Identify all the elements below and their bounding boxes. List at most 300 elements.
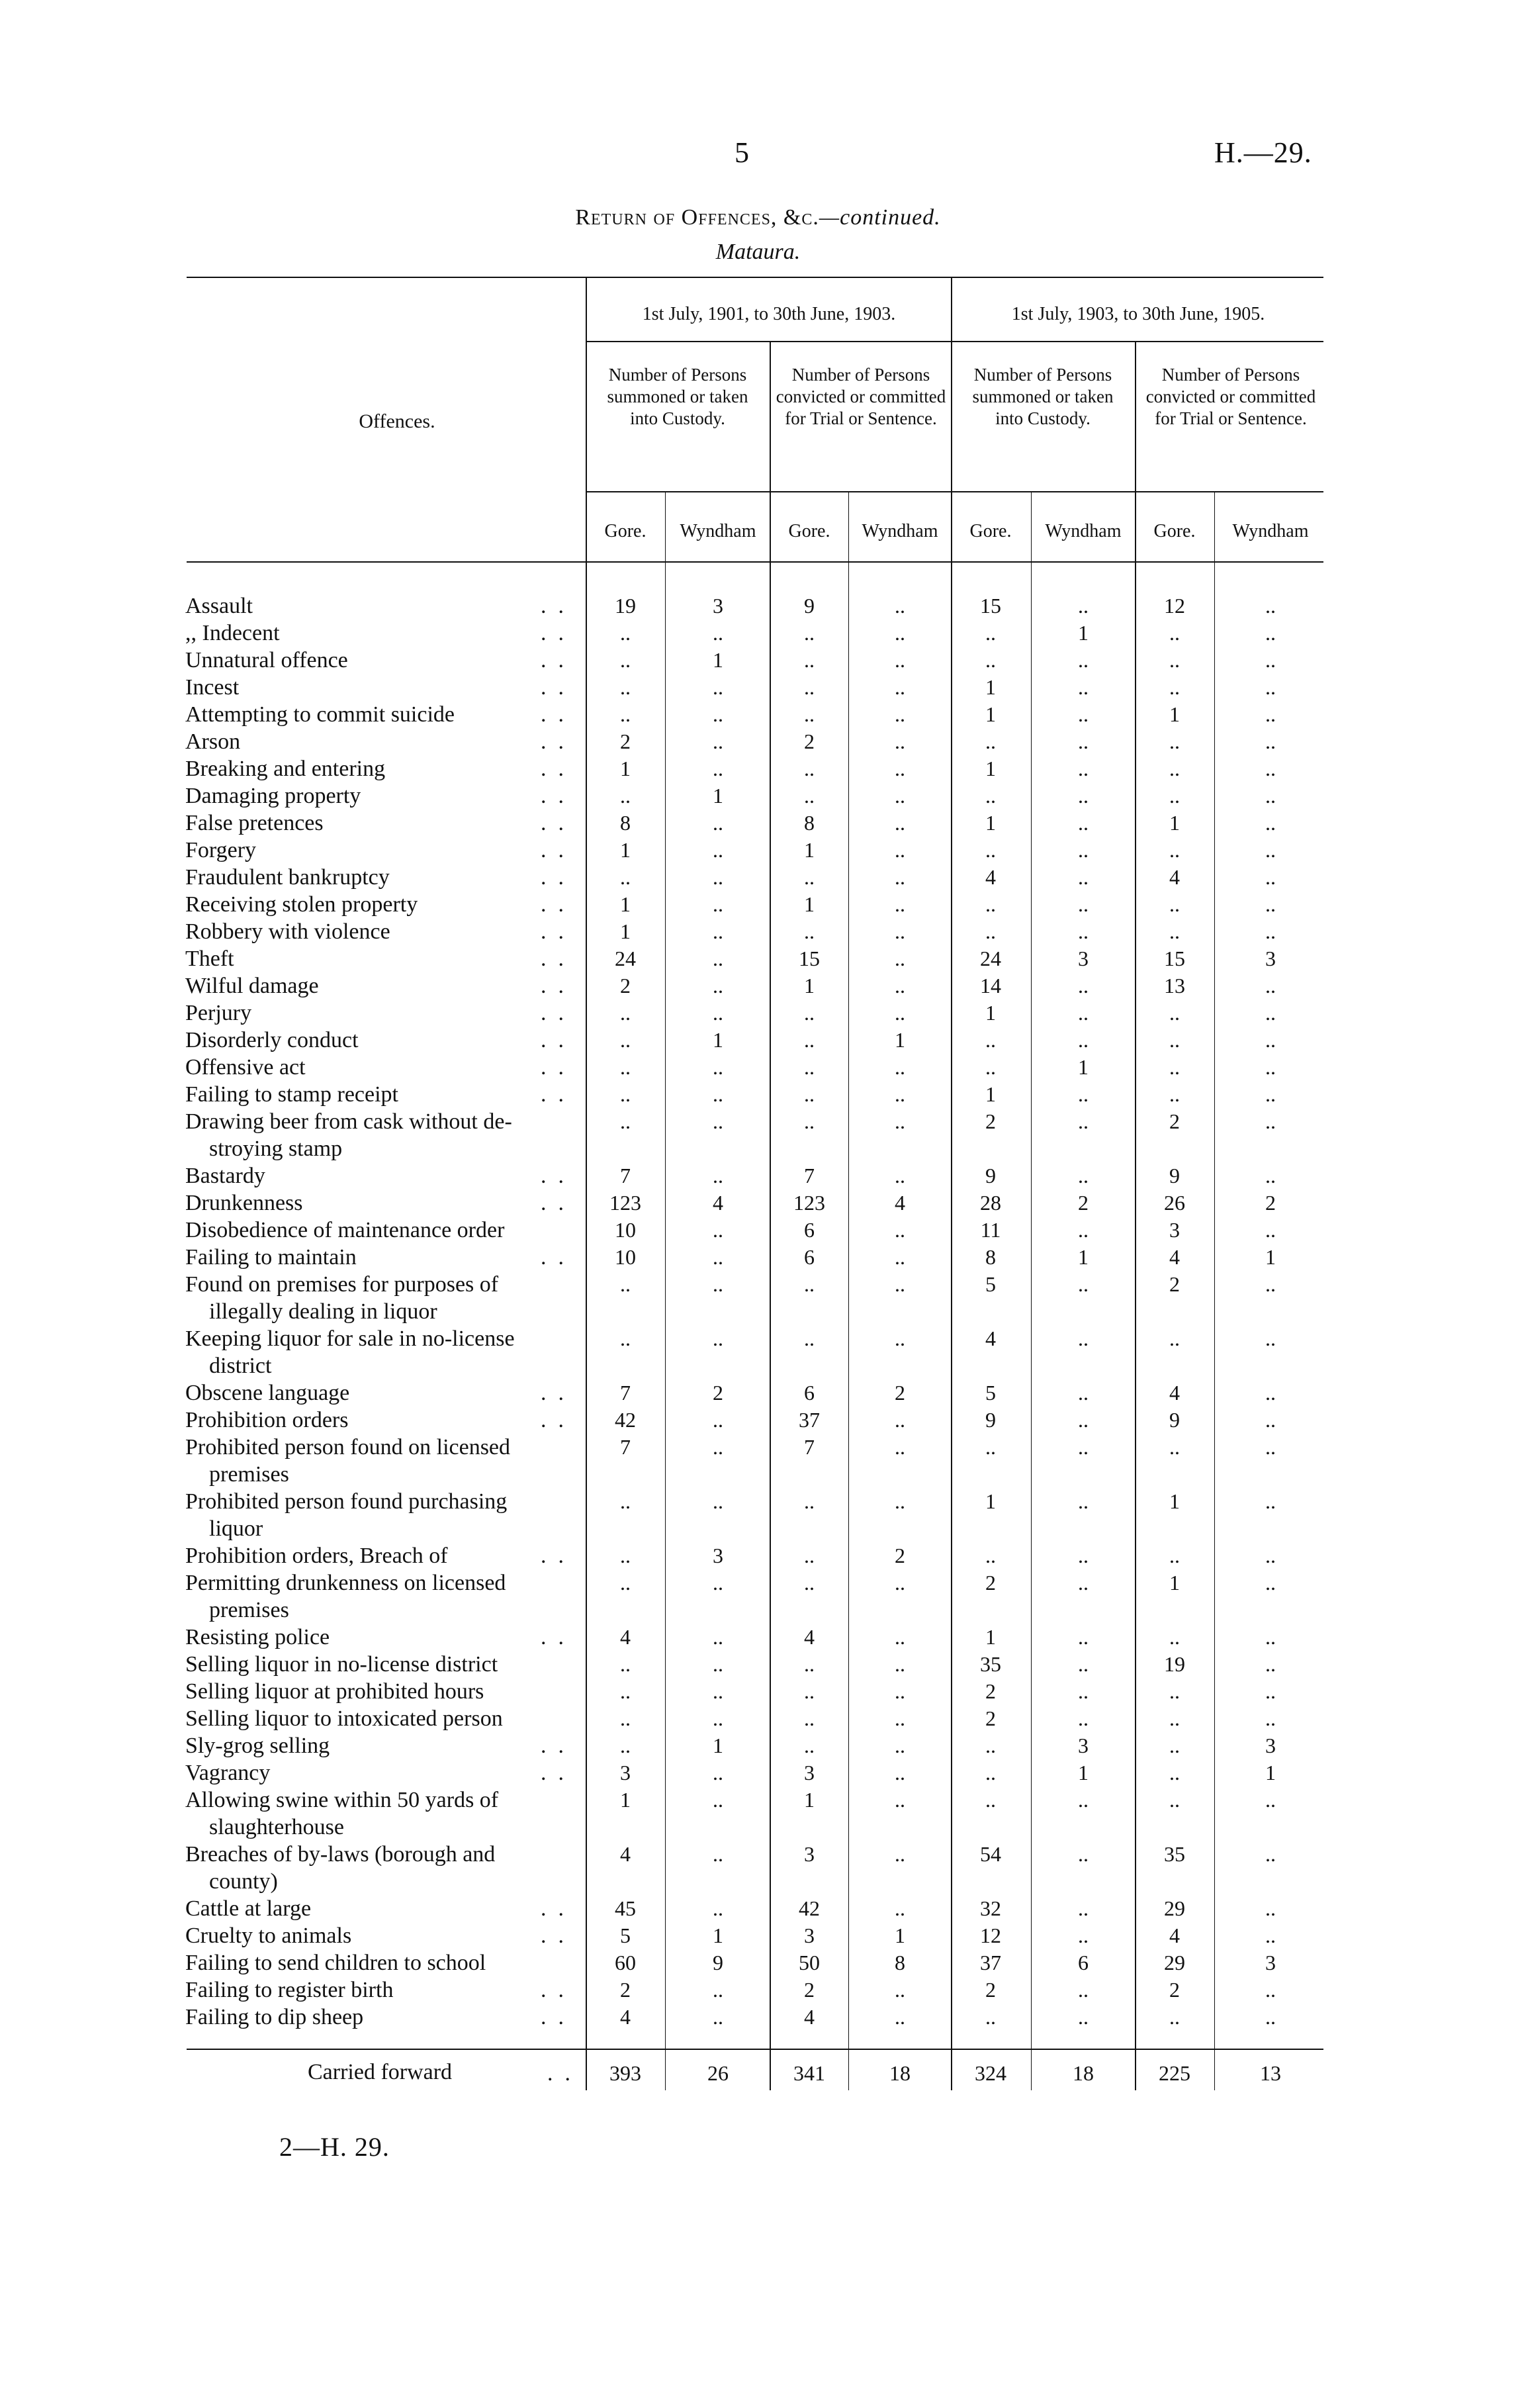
table-cell: ..: [1265, 1381, 1276, 1405]
table-cell: ..: [1265, 648, 1276, 672]
table-cell: ..: [713, 702, 723, 726]
table-cell: ..: [713, 1978, 723, 2002]
table-cell: 37: [799, 1408, 820, 1432]
table-cell: 7: [620, 1381, 631, 1405]
table-cell: ..: [1078, 919, 1089, 943]
offence-label: Prohibition orders ..: [185, 1408, 576, 1432]
table-top-rule: [187, 277, 1323, 278]
table-cell: 2: [1169, 1272, 1180, 1296]
table-cell: ..: [1169, 1761, 1180, 1784]
table-cell: ..: [804, 648, 815, 672]
table-cell: ..: [620, 1544, 631, 1567]
table-cell: 35: [1164, 1842, 1185, 1866]
table-cell: ..: [713, 675, 723, 699]
table-cell: ..: [620, 1082, 631, 1106]
offence-label: Drunkenness ..: [185, 1191, 576, 1215]
table-cell: 3: [1078, 947, 1089, 970]
table-cell: 6: [804, 1381, 815, 1405]
table-cell: 1: [985, 811, 996, 835]
offence-label: Selling liquor in no-license district: [185, 1652, 498, 1677]
table-cell: ..: [895, 1408, 905, 1432]
table-cell: ..: [1169, 1625, 1180, 1649]
table-cell: 2: [804, 1978, 815, 2002]
table-cell: ..: [985, 1734, 996, 1757]
table-cell: ..: [895, 919, 905, 943]
table-cell: ..: [1265, 1896, 1276, 1920]
table-cell: 9: [985, 1164, 996, 1187]
table-cell: ..: [620, 1734, 631, 1757]
table-cell: ..: [1169, 757, 1180, 780]
table-cell: ..: [713, 1706, 723, 1730]
offence-label: Prohibited person found purchasing liquor: [185, 1489, 508, 1541]
table-cell: ..: [713, 1218, 723, 1242]
table-cell: ..: [1169, 621, 1180, 645]
table-cell: 9: [985, 1408, 996, 1432]
offence-label: False pretences ..: [185, 811, 576, 835]
table-cell: ..: [1169, 1788, 1180, 1812]
offence-label: Selling liquor to intoxicated person: [185, 1706, 503, 1731]
table-cell: 3: [1078, 1734, 1089, 1757]
table-cell: ..: [1265, 621, 1276, 645]
table-cell: ..: [1078, 1408, 1089, 1432]
table-cell: ..: [713, 838, 723, 862]
table-cell: ..: [985, 919, 996, 943]
table-cell: ..: [804, 702, 815, 726]
table-cell: 5: [985, 1272, 996, 1296]
table-cell: ..: [804, 865, 815, 889]
table-cell: 9: [804, 594, 815, 618]
table-cell: ..: [895, 1164, 905, 1187]
table-cell: ..: [620, 702, 631, 726]
table-cell: ..: [620, 1055, 631, 1079]
table-cell: ..: [895, 1842, 905, 1866]
table-cell: ..: [1078, 1571, 1089, 1595]
table-cell: ..: [620, 1489, 631, 1513]
table-cell: ..: [985, 1788, 996, 1812]
offence-label: Cruelty to animals ..: [185, 1923, 576, 1948]
table-cell: ..: [895, 1734, 905, 1757]
table-cell: ..: [713, 974, 723, 997]
offence-label: Obscene language ..: [185, 1381, 576, 1405]
table-cell: ..: [1169, 1435, 1180, 1459]
table-cell: ..: [1169, 1679, 1180, 1703]
table-cell: ..: [895, 702, 905, 726]
table-cell: ..: [713, 2005, 723, 2029]
table-cell: 37: [980, 1951, 1001, 1974]
total-cell: 18: [889, 2061, 911, 2085]
table-cell: 123: [609, 1191, 641, 1215]
document-page: 5 H.—29. Return of Offences, &c.—continued. Mataura. Offences. 1st July, 1901, to 30th June, 1903. 1st July, 1903, to 30th June, 1905. Number of Persons summoned or taken into Custody. Number of Persons convicted or committed for Trial or Sentence. Number of Persons summoned or taken into Custody. Number of Persons convicted or committed for Trial or Sentence. Carried forward .. 2—H. 29. Gore. Wyndham Gore. Wyndham Gore. Wyndham Gore. Wyndham Assault .. 19 3 9 .. 15 .. 12 .. ,, Indecent .. .. .. .. .. .. 1 .. .. Unnatural offence .. .. 1 .. .. .. .. .. .. Incest .. .. .. .. .. 1 .. .. .. Attempting to commit suicide .. .. .. .. .. 1 .. 1 .. Arson .. 2 .. 2 .. .. .. .. .. Breaking and entering .. 1 .. .. .. 1 .. .. .. Damaging property .. .. 1 .. .. .. .. .. .. False pretences .. 8 .. 8 .. 1 .. 1 .. Forgery .. 1 .. 1 .. .. .. .. .. Fraudulent bankruptcy .. .. .. .. .. 4 .. 4 .. Receiving stolen property .. 1 .. 1 .. .. .. .. .. Robbery with violence .. 1 .. .. .. .. .. .. .. Theft .. 24 .. 15 .. 24 3 15 3 Wilful damage .. 2 .. 1 .. 14 .. 13 .. Perjury .. .. .. .. .. 1 .. .. .. Disorderly conduct .. .. 1 .. 1 .. .. .. .. Offensive act .. .. .. .. .. .. 1 .. .. Failing to stamp receipt .. .. .. .. .. 1 .. .. .. Drawing beer from cask without de- stroying stamp .. .. .. .. 2 .. 2 .. Bastardy .. 7 .. 7 .. 9 .. 9 .. Drunkenness .. 123 4 123 4 28 2 26 2 Disobedience of maintenance order 10 .. 6 .. 11 .. 3 .. Failing to maintain .. 10 .. 6 .. 8 1 4 1 Found on premises for purposes of illegally dealing in liquor .. .. .. .. 5 .. 2 .. Keeping liquor for sale in no-license district .. .. .. .. 4 .. .. .. Obscene language .. 7 2 6 2 5 .. 4 .. Prohibition orders .. 42 .. 37 .. 9 .. 9 .. Prohibited person found on licensed premises 7 .. 7 .. .. .. .. .. Prohibited person found purchasing liquor .. .. .. .. 1 .. 1 .. Prohibition orders, Breach of .. .. 3 .. 2 .. .. .. .. Permitting drunkenness on licensed premises .. .. .. .. 2 .. 1 .. Resisting police .. 4 .. 4 .. 1 .. .. .. Selling liquor in no-license district .. .. .. .. 35 .. 19 .. Selling liquor at prohibited hours .. .. .. .. 2 .. .. .. Selling liquor to intoxicated person .. .. .. .. 2 .. .. .. Sly-grog selling .. .. 1 .. .. .. 3 .. 3 Vagrancy .. 3 .. 3 .. .. 1 .. 1 Allowing swine within 50 yards of slaughterhouse 1 .. 1 .. .. .. .. .. Breaches of by-laws (borough and county) 4 .. 3 .. 54 .. 35 .. Cattle at large .. 45 .. 42 .. 32 .. 29 .. Cruelty to animals .. 5 1 3 1 12 .. 4 .. Failing to send children to school 60 9 50 8 37 6 29 3 Failing to register birth .. 2 .. 2 .. 2 .. 2 .. Failing to dip sheep .. 4 .. 4 .. .. .. .. .. 393 26 341 18 324 18 225 13: [0, 0, 1516, 2408]
table-cell: ..: [804, 1734, 815, 1757]
offence-label: Disobedience of maintenance order: [185, 1218, 505, 1242]
table-cell: ..: [1265, 1028, 1276, 1052]
table-cell: ..: [895, 675, 905, 699]
table-cell: 2: [985, 1679, 996, 1703]
table-cell: 26: [1164, 1191, 1185, 1215]
place-header: Gore.: [604, 521, 647, 541]
table-cell: ..: [1078, 811, 1089, 835]
table-cell: ..: [713, 1571, 723, 1595]
table-cell: 12: [1164, 594, 1185, 618]
table-cell: 24: [980, 947, 1001, 970]
table-cell: 2: [1078, 1191, 1089, 1215]
page-number: 5: [735, 136, 749, 169]
table-cell: ..: [1078, 648, 1089, 672]
offence-label: Failing to stamp receipt ..: [185, 1082, 576, 1107]
table-cell: ..: [804, 1679, 815, 1703]
table-cell: ..: [804, 1082, 815, 1106]
table-cell: ..: [804, 1652, 815, 1676]
group-rule: [586, 491, 1323, 492]
table-cell: 1: [1169, 1489, 1180, 1513]
offence-label: Offensive act ..: [185, 1055, 576, 1080]
table-cell: ..: [1265, 594, 1276, 618]
table-cell: ..: [1078, 2005, 1089, 2029]
table-cell: ..: [1169, 1734, 1180, 1757]
table-cell: ..: [895, 892, 905, 916]
offence-label: Forgery ..: [185, 838, 576, 862]
table-cell: 1: [620, 757, 631, 780]
table-cell: ..: [713, 1435, 723, 1459]
place-header: Wyndham: [680, 521, 756, 541]
table-cell: ..: [804, 1272, 815, 1296]
table-cell: ..: [1078, 1109, 1089, 1133]
table-cell: ..: [1169, 1082, 1180, 1106]
table-cell: 1: [713, 648, 723, 672]
table-cell: ..: [1265, 1923, 1276, 1947]
table-cell: ..: [620, 675, 631, 699]
offence-label: Attempting to commit suicide ..: [185, 702, 576, 727]
table-cell: 2: [804, 729, 815, 753]
header-bottom-rule: [187, 561, 1323, 563]
table-cell: ..: [985, 1055, 996, 1079]
table-cell: ..: [620, 1326, 631, 1350]
table-cell: ..: [1265, 974, 1276, 997]
table-cell: ..: [895, 2005, 905, 2029]
table-cell: ..: [985, 2005, 996, 2029]
table-cell: ..: [804, 919, 815, 943]
title-continued: —continued.: [819, 205, 941, 230]
table-cell: ..: [713, 919, 723, 943]
table-cell: 6: [804, 1245, 815, 1269]
table-cell: ..: [620, 1652, 631, 1676]
table-cell: ..: [713, 1164, 723, 1187]
table-cell: ..: [1265, 919, 1276, 943]
totals-rule: [187, 2049, 1323, 2050]
table-cell: ..: [895, 729, 905, 753]
table-cell: ..: [895, 594, 905, 618]
table-cell: ..: [1265, 2005, 1276, 2029]
table-cell: ..: [895, 1218, 905, 1242]
table-cell: 5: [620, 1923, 631, 1947]
table-cell: ..: [895, 1652, 905, 1676]
table-cell: ..: [713, 811, 723, 835]
table-cell: 1: [1265, 1245, 1276, 1269]
table-cell: 1: [1078, 621, 1089, 645]
table-cell: ..: [713, 1001, 723, 1025]
table-cell: ..: [1265, 865, 1276, 889]
table-cell: 1: [985, 1082, 996, 1106]
place-header: Gore.: [1153, 521, 1196, 541]
table-cell: ..: [620, 1272, 631, 1296]
table-cell: ..: [895, 838, 905, 862]
table-cell: ..: [895, 947, 905, 970]
table-cell: ..: [1169, 729, 1180, 753]
table-cell: ..: [1078, 1679, 1089, 1703]
offence-label: Selling liquor at prohibited hours: [185, 1679, 484, 1704]
table-cell: 1: [804, 974, 815, 997]
table-cell: ..: [804, 1028, 815, 1052]
table-cell: ..: [895, 1761, 905, 1784]
table-cell: 1: [804, 892, 815, 916]
table-cell: 3: [804, 1842, 815, 1866]
table-cell: ..: [1265, 1001, 1276, 1025]
table-cell: ..: [1169, 675, 1180, 699]
table-cell: ..: [895, 974, 905, 997]
table-cell: 9: [713, 1951, 723, 1974]
offence-label: Failing to dip sheep ..: [185, 2005, 576, 2029]
place-header: Wyndham: [1232, 521, 1309, 541]
table-cell: ..: [895, 757, 905, 780]
table-cell: 4: [1169, 865, 1180, 889]
table-cell: ..: [804, 1571, 815, 1595]
table-cell: ..: [1078, 1218, 1089, 1242]
table-cell: ..: [895, 1571, 905, 1595]
table-cell: 5: [985, 1381, 996, 1405]
offence-label: Prohibited person found on licensed premises: [185, 1435, 511, 1487]
offence-label: Unnatural offence ..: [185, 648, 576, 672]
table-cell: 1: [1078, 1245, 1089, 1269]
footer-code: 2—H. 29.: [279, 2132, 390, 2162]
table-cell: ..: [713, 1489, 723, 1513]
table-cell: ..: [1078, 594, 1089, 618]
table-cell: ..: [713, 865, 723, 889]
table-cell: 29: [1164, 1896, 1185, 1920]
table-cell: 54: [980, 1842, 1001, 1866]
table-cell: ..: [804, 1489, 815, 1513]
table-cell: 2: [985, 1706, 996, 1730]
table-cell: 3: [1169, 1218, 1180, 1242]
table-cell: 3: [713, 594, 723, 618]
table-cell: ..: [713, 947, 723, 970]
table-cell: ..: [895, 1245, 905, 1269]
table-cell: ..: [895, 784, 905, 808]
title-main: Return of Offences, &c.: [575, 205, 819, 230]
offence-label: Sly-grog selling ..: [185, 1734, 576, 1758]
table-cell: ..: [985, 729, 996, 753]
table-cell: ..: [1265, 1679, 1276, 1703]
table-cell: 4: [620, 1842, 631, 1866]
table-cell: ..: [804, 1326, 815, 1350]
table-cell: 2: [620, 1978, 631, 2002]
table-cell: ..: [804, 1001, 815, 1025]
table-cell: 9: [1169, 1408, 1180, 1432]
table-cell: ..: [895, 1625, 905, 1649]
table-cell: ..: [1078, 1082, 1089, 1106]
table-cell: ..: [895, 1489, 905, 1513]
table-cell: ..: [1265, 1435, 1276, 1459]
table-cell: 8: [985, 1245, 996, 1269]
district-name: Mataura.: [715, 240, 801, 264]
table-cell: ..: [713, 1625, 723, 1649]
table-cell: ..: [1169, 1055, 1180, 1079]
table-cell: 3: [1265, 1951, 1276, 1974]
table-cell: ..: [804, 621, 815, 645]
table-cell: ..: [985, 784, 996, 808]
table-cell: ..: [1078, 1896, 1089, 1920]
table-cell: 1: [1265, 1761, 1276, 1784]
table-cell: 4: [1169, 1923, 1180, 1947]
table-cell: ..: [713, 1652, 723, 1676]
offence-label: Theft ..: [185, 947, 576, 971]
table-cell: 3: [713, 1544, 723, 1567]
table-cell: 1: [620, 892, 631, 916]
place-header: Wyndham: [862, 521, 938, 541]
offence-label: Found on premises for purposes of illegally dealing in liquor: [185, 1272, 499, 1324]
table-cell: ..: [1265, 1788, 1276, 1812]
table-cell: ..: [1078, 865, 1089, 889]
table-cell: ..: [804, 675, 815, 699]
table-cell: 123: [793, 1191, 825, 1215]
offence-label: Receiving stolen property ..: [185, 892, 576, 917]
table-cell: 1: [1169, 1571, 1180, 1595]
table-cell: ..: [620, 1706, 631, 1730]
table-cell: ..: [985, 1435, 996, 1459]
table-cell: ..: [1078, 974, 1089, 997]
table-cell: ..: [895, 1679, 905, 1703]
table-cell: 4: [620, 2005, 631, 2029]
table-cell: 24: [615, 947, 636, 970]
table-cell: ..: [713, 1082, 723, 1106]
table-cell: 6: [804, 1218, 815, 1242]
table-cell: 4: [804, 2005, 815, 2029]
table-cell: ..: [1078, 1326, 1089, 1350]
table-cell: 4: [713, 1191, 723, 1215]
table-cell: ..: [713, 1679, 723, 1703]
table-cell: ..: [1169, 784, 1180, 808]
table-cell: ..: [895, 1896, 905, 1920]
table-cell: 2: [895, 1544, 905, 1567]
table-cell: 1: [713, 1028, 723, 1052]
table-cell: 15: [980, 594, 1001, 618]
table-cell: ..: [895, 648, 905, 672]
table-cell: 6: [1078, 1951, 1089, 1974]
table-cell: 1: [985, 757, 996, 780]
table-cell: ..: [1265, 1272, 1276, 1296]
table-cell: ..: [895, 1109, 905, 1133]
table-cell: ..: [620, 648, 631, 672]
table-cell: 7: [804, 1435, 815, 1459]
table-cell: 42: [799, 1896, 820, 1920]
table-cell: ..: [985, 621, 996, 645]
table-cell: ..: [713, 1109, 723, 1133]
table-cell: ..: [1169, 1326, 1180, 1350]
table-cell: 7: [620, 1435, 631, 1459]
table-cell: ..: [895, 621, 905, 645]
table-cell: 13: [1164, 974, 1185, 997]
offence-label: Perjury ..: [185, 1001, 576, 1025]
table-cell: 1: [895, 1923, 905, 1947]
table-cell: ..: [1265, 1571, 1276, 1595]
table-cell: ..: [1169, 2005, 1180, 2029]
table-cell: ..: [1078, 729, 1089, 753]
table-cell: ..: [620, 1028, 631, 1052]
table-cell: 15: [1164, 947, 1185, 970]
table-cell: ..: [985, 838, 996, 862]
table-cell: ..: [804, 757, 815, 780]
offence-label: Prohibition orders, Breach of ..: [185, 1544, 576, 1568]
table-cell: ..: [713, 1761, 723, 1784]
table-cell: ..: [1265, 1706, 1276, 1730]
table-cell: 1: [985, 1001, 996, 1025]
total-cell: 13: [1260, 2061, 1281, 2085]
table-cell: ..: [1078, 1164, 1089, 1187]
table-cell: ..: [1265, 1218, 1276, 1242]
offence-label: Resisting police ..: [185, 1625, 576, 1649]
table-cell: 10: [615, 1245, 636, 1269]
table-cell: 2: [895, 1381, 905, 1405]
table-cell: 2: [985, 1571, 996, 1595]
carried-forward-label: Carried forward: [308, 2060, 453, 2084]
table-cell: ..: [620, 1571, 631, 1595]
table-cell: ..: [1078, 1028, 1089, 1052]
offence-label: Robbery with violence ..: [185, 919, 576, 944]
table-cell: ..: [895, 865, 905, 889]
table-cell: ..: [713, 1842, 723, 1866]
table-cell: ..: [1078, 1978, 1089, 2002]
table-cell: 1: [985, 702, 996, 726]
total-cell: 18: [1073, 2061, 1094, 2085]
table-cell: 4: [895, 1191, 905, 1215]
table-cell: ..: [1078, 757, 1089, 780]
offence-label: Incest ..: [185, 675, 576, 700]
table-cell: 4: [804, 1625, 815, 1649]
table-cell: ..: [1078, 1544, 1089, 1567]
table-cell: ..: [1169, 892, 1180, 916]
table-cell: ..: [620, 784, 631, 808]
table-cell: ..: [804, 1706, 815, 1730]
table-cell: ..: [895, 1435, 905, 1459]
offence-label: Wilful damage ..: [185, 974, 576, 998]
table-cell: 1: [620, 838, 631, 862]
table-cell: ..: [1078, 1625, 1089, 1649]
table-cell: ..: [804, 1544, 815, 1567]
table-cell: 1: [895, 1028, 905, 1052]
table-cell: 2: [713, 1381, 723, 1405]
place-header: Gore.: [788, 521, 830, 541]
offence-label: Vagrancy ..: [185, 1761, 576, 1785]
group-header: Number of Persons convicted or committed for Trial or Sentence.: [1145, 365, 1316, 428]
table-cell: ..: [1265, 1978, 1276, 2002]
table-cell: ..: [1265, 675, 1276, 699]
table-cell: 1: [1169, 702, 1180, 726]
table-cell: ..: [895, 1326, 905, 1350]
table-cell: 11: [980, 1218, 1001, 1242]
table-cell: 50: [799, 1951, 820, 1974]
table-cell: 10: [615, 1218, 636, 1242]
table-cell: ..: [1265, 892, 1276, 916]
table-cell: ..: [895, 811, 905, 835]
offence-label: Failing to maintain ..: [185, 1245, 576, 1270]
period-header: 1st July, 1903, to 30th June, 1905.: [1011, 304, 1265, 324]
table-cell: 4: [985, 1326, 996, 1350]
table-cell: ..: [1078, 784, 1089, 808]
table-cell: ..: [1265, 702, 1276, 726]
table-cell: ..: [1265, 1625, 1276, 1649]
table-cell: 1: [804, 838, 815, 862]
table-cell: ..: [1169, 1544, 1180, 1567]
group-header: Number of Persons convicted or committed for Trial or Sentence.: [776, 365, 946, 428]
